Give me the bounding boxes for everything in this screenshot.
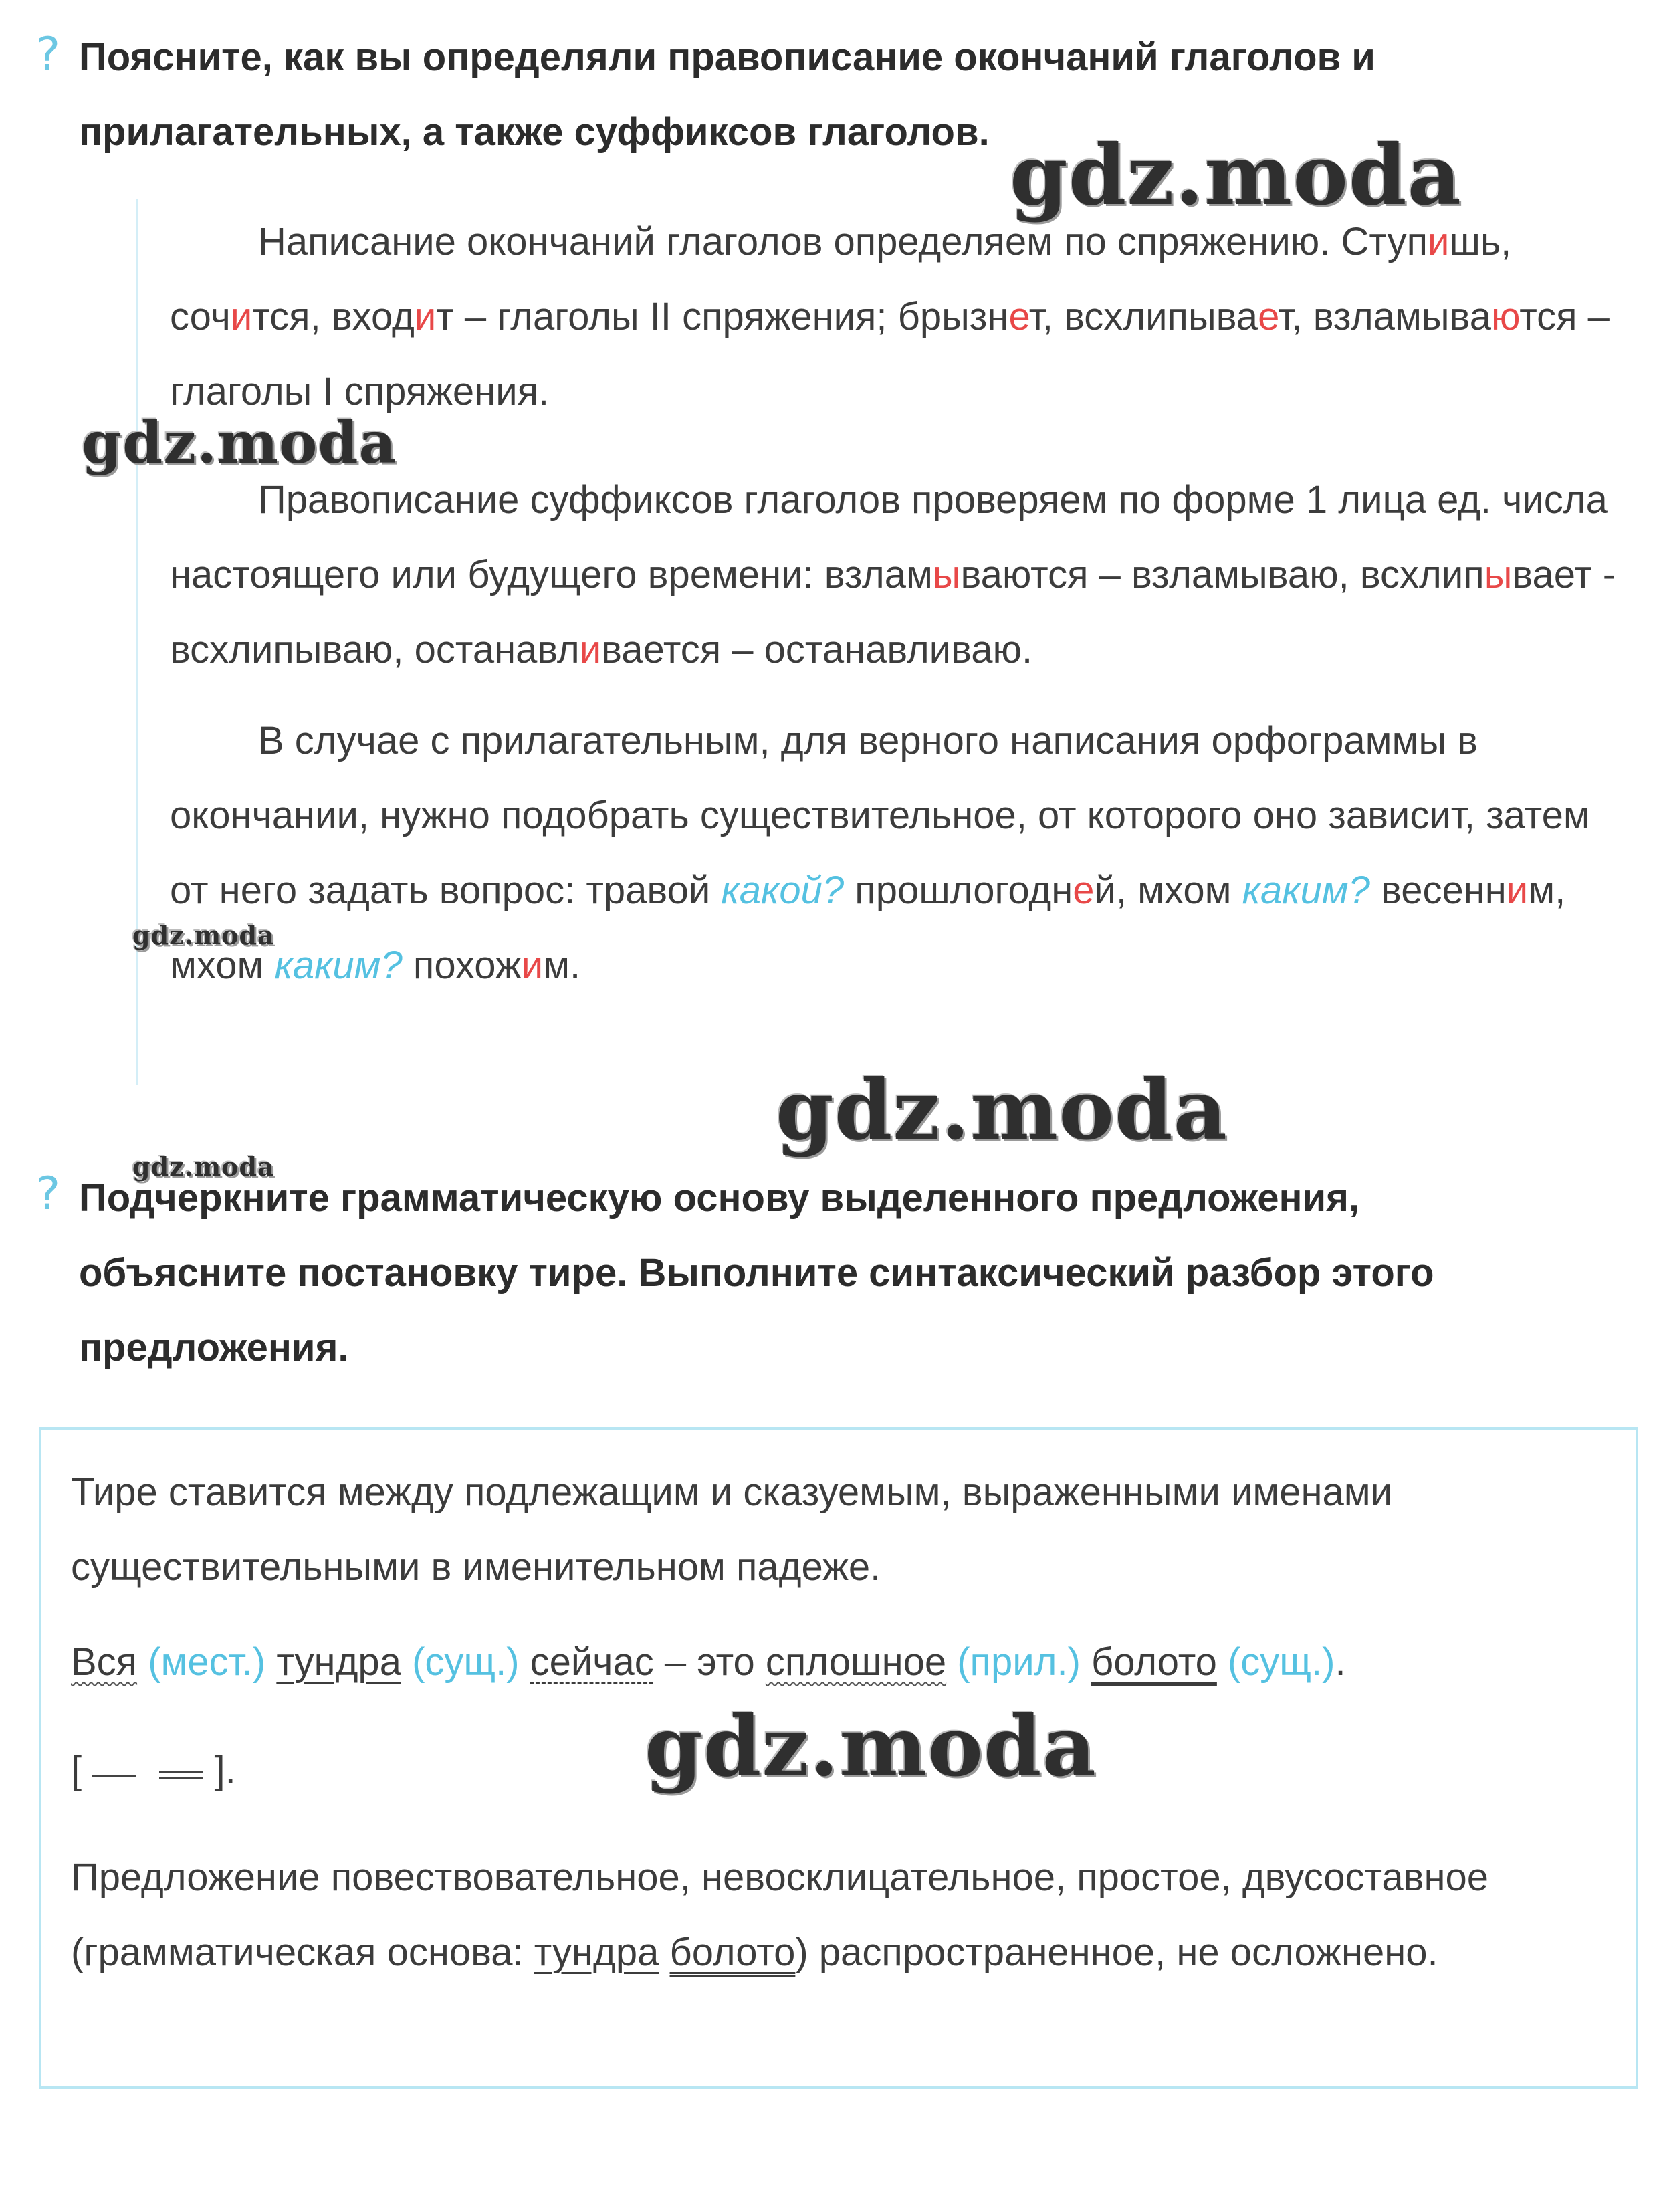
question-mark-icon: ? [36,1168,61,1220]
parsed-sentence: Вся (мест.) тундра (сущ.) сейчас – это сплошное (прил.) болото (сущ.). [71,1640,1346,1684]
answer-1-paragraph-3: В случае с прилагательным, для верного написания орфограммы в окончании, нужно подобрать существительное, от которого оно зависит, затем от него задать вопрос: травой какой? прошлогодней, мхом каким? весенним, мхом каким? похожим. [170,719,1590,987]
answer-2 [71,1455,1602,1700]
question-2: Подчеркните грамматическую основу выделенного предложения, объясните постановку тире. Выполните синтаксический разбор этого предложения. [79,1176,1434,1369]
answer-2-box-divider [39,2086,1276,2089]
question-1: Поясните, как вы определяли правописание окончаний глаголов и прилагательных, а также суффиксов глаголов. [79,35,1375,154]
watermark: gdz.moda [776,1062,1228,1159]
question-mark-icon: ? [36,28,61,81]
predicate-line [159,1769,203,1778]
subject-line [92,1769,136,1778]
answer-2-analysis [71,1840,1602,1990]
answer-2-paragraph-1: Тире ставится между подлежащим и сказуемым, выраженными именами существительными в именительном падеже. [71,1470,1393,1589]
answer-1-divider [136,199,138,1085]
answer-1-paragraph-2: Правописание суффиксов глаголов проверяем по форме 1 лица ед. числа настоящего или будущего времени: взламываются – взламываю, всхлипывает - всхлипываю, останавливается – останавливаю. [170,478,1616,671]
watermark: gdz.moda [645,1698,1097,1795]
sentence-schema: [ ]. [71,1749,236,1792]
watermark: gdz.moda [132,920,275,950]
watermark: gdz.moda [1010,127,1462,224]
watermark: gdz.moda [132,1151,275,1182]
answer-2-paragraph-3: Предложение повествовательное, невосклицательное, простое, двусоставное (грамматическая основа: тундра болото) распространенное, не осложнено. [71,1856,1489,1974]
watermark: gdz.moda [82,409,397,477]
answer-1-paragraph-1: Написание окончаний глаголов определяем по спряжению. Ступишь, сочится, входит – глаголы II спряжения; брызнет, всхлипывает, взламываются – глаголы I спряжения. [170,220,1610,413]
answer-1 [170,205,1628,1003]
